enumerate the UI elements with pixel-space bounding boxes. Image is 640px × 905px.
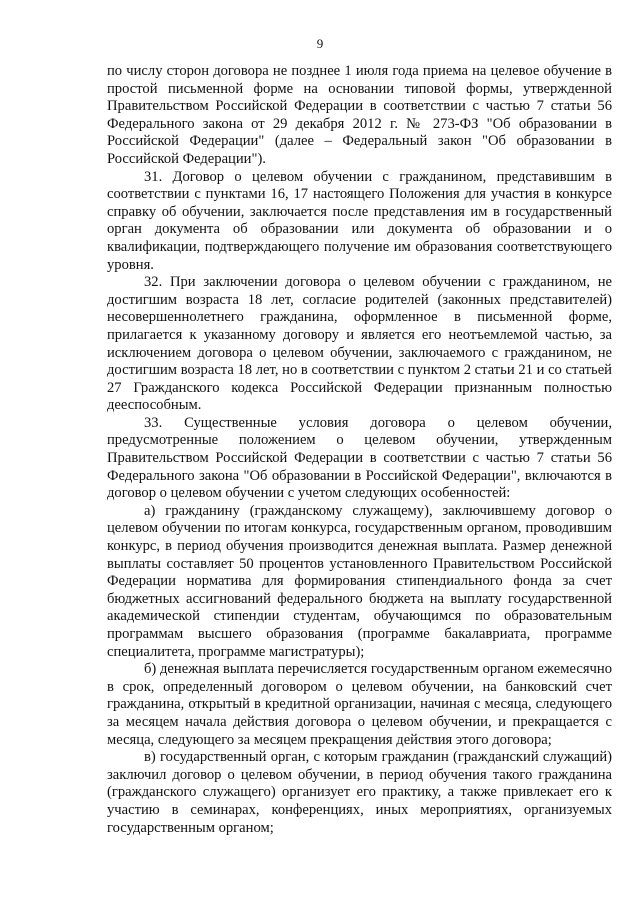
paragraph-32: 32. При заключении договора о целевом обучении с гражданином, не достигшим возраста 18 лет, согласие родителей (законных представителей) несовершеннолетнего гражданина, оформленное в письменной форме, прилагается к указанному договору и является его неотъемлемой частью, за исключением договора о целевом обучении, заключаемого с гражданином, не достигшим возраста 18 лет, но в соответствии с пунктом 2 статьи 21 и со статьей 27 Гражданского кодекса Российской Федерации признанным полностью дееспособным. [107, 274, 612, 414]
paragraph-continuation: по числу сторон договора не позднее 1 июля года приема на целевое обучение в простой письменной форме на основании типовой формы, утвержденной Правительством Российской Федерации в соответствии с частью 7 статьи 56 Федерального закона от 29 декабря 2012 г. № 273-ФЗ "Об образовании в Российской Федерации" (далее – Федеральный закон "Об образовании в Российской Федерации"). [107, 63, 612, 167]
paragraph-33-a: а) гражданину (гражданскому служащему), заключившему договор о целевом обучении по итогам конкурса, государственным органом, проводившим конкурс, в период обучения производится денежная выплата. Размер денежной выплаты составляет 50 процентов установленного Правительством Российской Федерации норматива для формирования стипендиального фонда за счет бюджетных ассигнований федерального бюджета на выплату государственной академической стипендии студентам, обучающимся по образовательным программам высшего образования (программе бакалавриата, программе специалитета, программе магистратуры); [107, 502, 612, 660]
paragraph-33: 33. Существенные условия договора о целевом обучении, предусмотренные положением о целевом обучении, утвержденным Правительством Российской Федерации в соответствии с частью 7 статьи 56 Федерального закона "Об образовании в Российской Федерации", включаются в договор о целевом обучении с учетом следующих особенностей: [107, 414, 612, 502]
paragraph-33-v: в) государственный орган, с которым гражданин (гражданский служащий) заключил договор о целевом обучении, в период обучения такого гражданина (гражданского служащего) организует его практику, а также привлекает его к участию в семинарах, конференциях, иных мероприятиях, организуемых государственным органом; [107, 749, 612, 836]
page-number: 9 [316, 36, 324, 51]
paragraph-31: 31. Договор о целевом обучении с гражданином, представившим в соответствии с пунктами 16, 17 настоящего Положения для участия в конкурсе справку об обучении, заключается после представления им в государственный орган документа об образовании или документа об образовании и о квалификации, подтверждающего получение им образования соответствующего уровня. [107, 168, 612, 273]
paragraph-33-b: б) денежная выплата перечисляется государственным органом ежемесячно в срок, определенный договором о целевом обучении, на банковский счет гражданина, открытый в кредитной организации, начиная с месяца, следующего за месяцем начала действия договора о целевом обучении, и прекращается с месяца, следующего за месяцем прекращения действия этого договора; [107, 661, 612, 748]
document-body [107, 63, 612, 837]
